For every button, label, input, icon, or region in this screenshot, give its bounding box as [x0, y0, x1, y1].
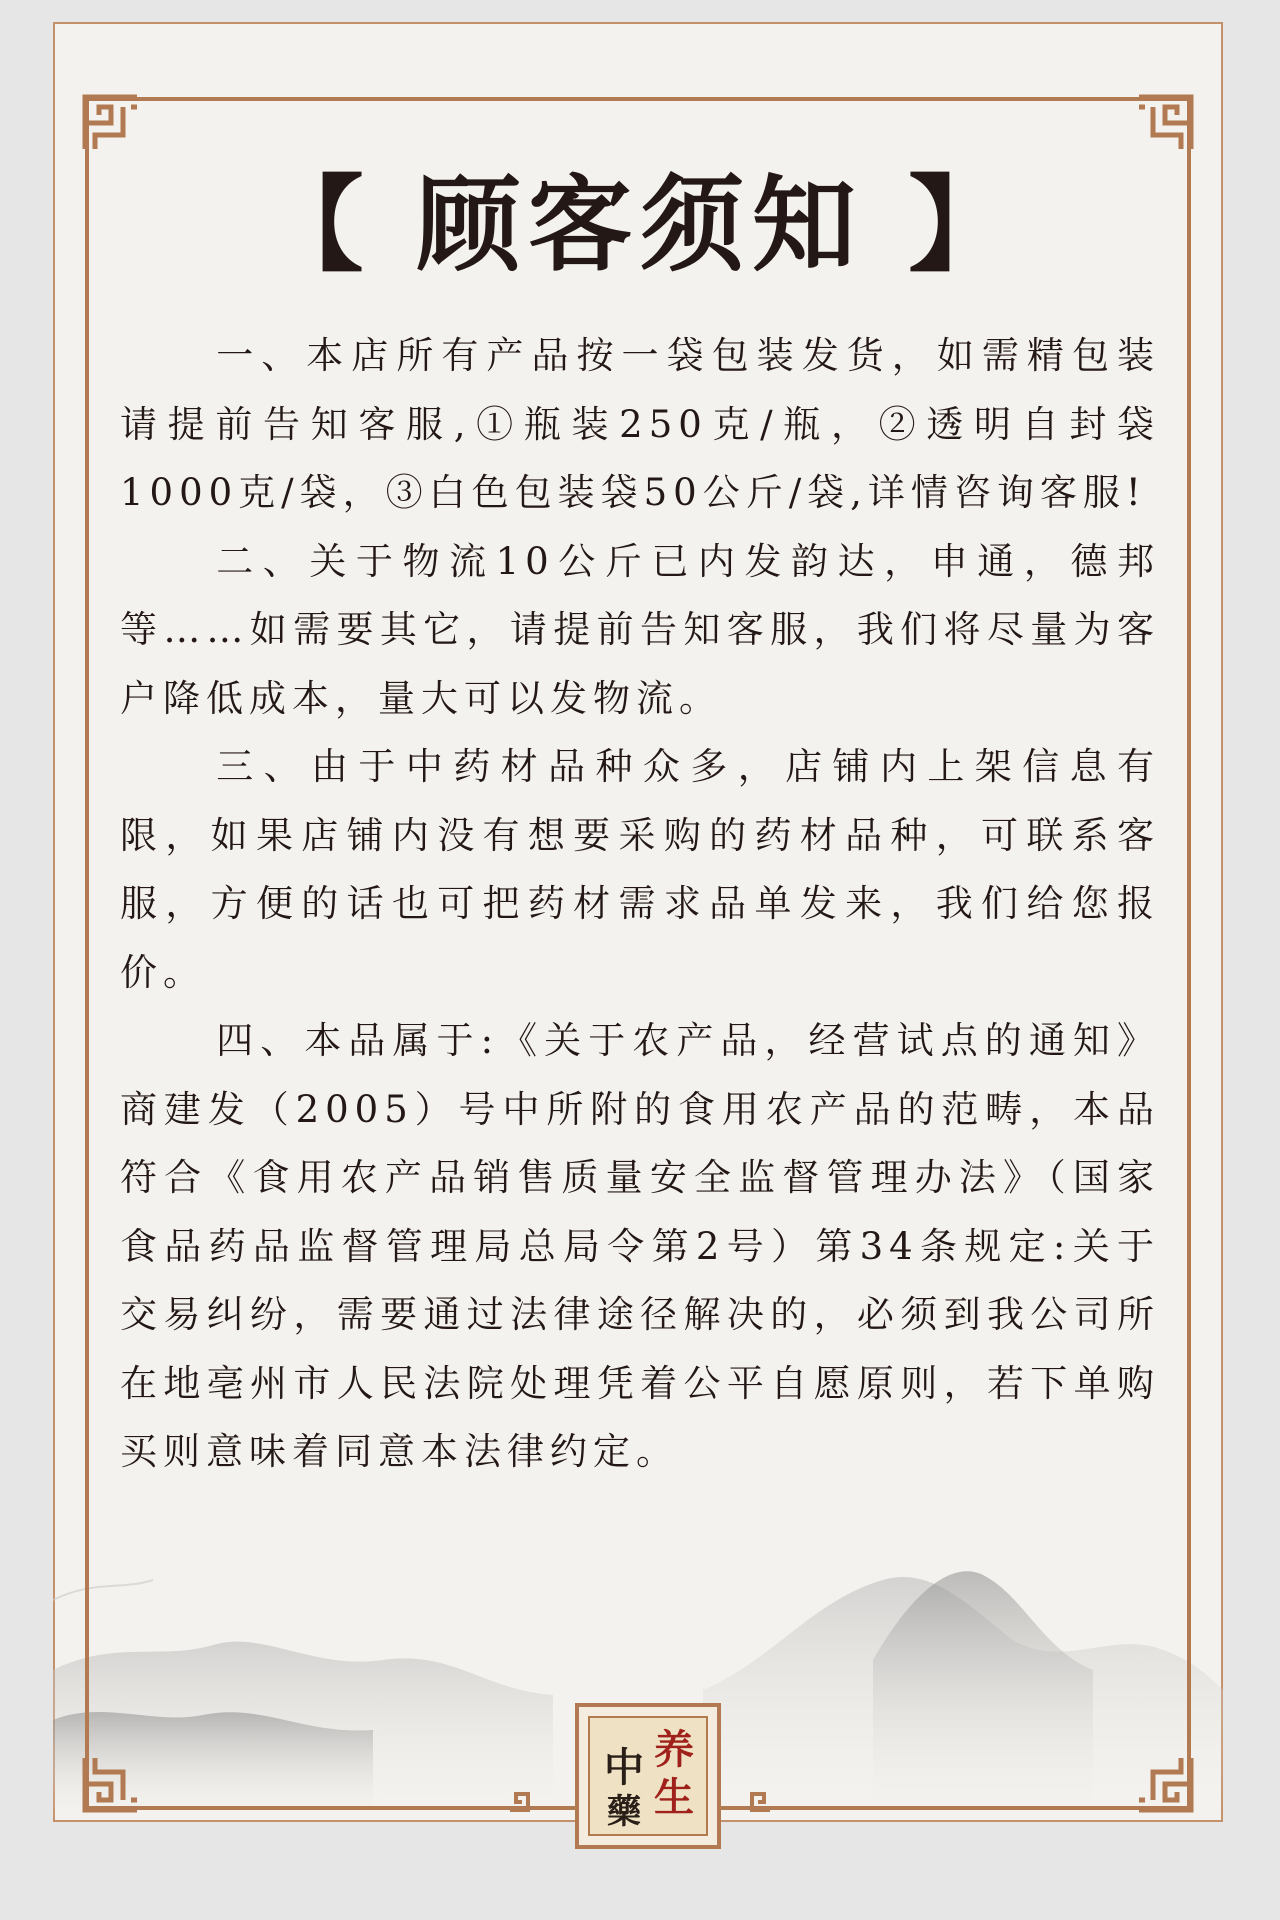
notice-paragraph-3: 三、由于中药材品种众多，店铺内上架信息有限，如果店铺内没有想要采购的药材品种，可联系客服，方便的话也可把药材需求品单发来，我们给您报价。 — [120, 745, 1160, 994]
notice-paragraph-1: 一、本店所有产品按一袋包装发货，如需精包装请提前告知客服,①瓶装250克/瓶，②透明自封袋1000克/袋，③白色包装袋50公斤/袋,详情咨询客服! — [120, 334, 1160, 514]
notice-body — [120, 322, 1160, 1487]
fret-corner-icon — [81, 1754, 141, 1814]
notice-paragraph-2: 二、关于物流10公斤已内发韵达，申通，德邦等……如需要其它，请提前告知客服，我们将尽量为客户降低成本，量大可以发物流。 — [120, 539, 1160, 720]
seal-logo — [575, 1703, 721, 1849]
fret-corner-icon — [1135, 1754, 1195, 1814]
fret-corner-icon — [81, 93, 141, 153]
fret-hook-icon — [508, 1790, 538, 1820]
page-title: 【 顾客须知 】 — [259, 163, 1021, 286]
seal-char: 藥 — [607, 1792, 641, 1832]
seal-char: 生 — [654, 1774, 694, 1821]
seal-inner-border — [588, 1716, 708, 1836]
fret-corner-icon — [1135, 93, 1195, 153]
seal-char: 养 — [654, 1726, 694, 1773]
seal-char: 中 — [604, 1744, 644, 1791]
fret-hook-icon — [742, 1790, 772, 1820]
notice-paragraph-4: 四、本品属于:《关于农产品，经营试点的通知》商建发（2005）号中所附的食用农产品的范畴，本品符合《食用农产品销售质量安全监督管理办法》（国家食品药品监督管理局总局令第2号）第34条规定:关于交易纠纷，需要通过法律途径解决的，必须到我公司所在地亳州市人民法院处理凭着公平自愿原则，若下单购买则意味着同意本法律约定。 — [120, 1019, 1160, 1473]
